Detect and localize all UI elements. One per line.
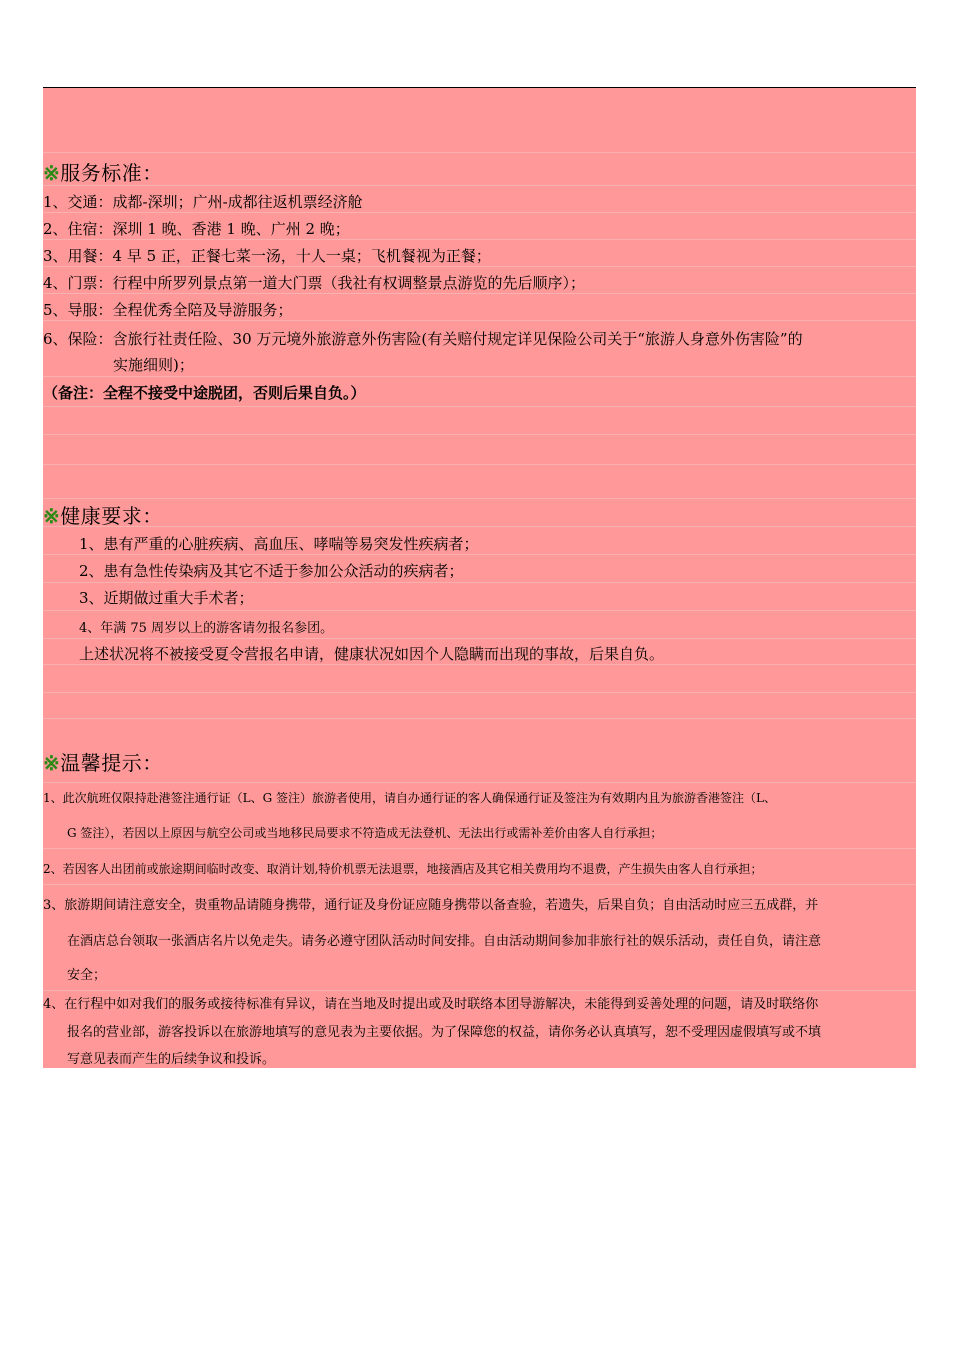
- tips-item-4: 4、在行程中如对我们的服务或接待标准有异议，请在当地及时提出或及时联络本团导游解决，未能得到妥善处理的问题，请及时联络你: [43, 997, 819, 1012]
- service-item-insurance: 6、保险：含旅行社责任险、30 万元境外旅游意外伤害险(有关赔付规定详见保险公司关于“旅游人身意外伤害险”的: [43, 330, 803, 348]
- row-separator: [43, 498, 916, 499]
- service-item: 4、门票：行程中所罗列景点第一道大门票（我社有权调整景点游览的先后顺序）；: [43, 274, 586, 292]
- health-item: 2、患有急性传染病及其它不适于参加公众活动的疾病者；: [79, 562, 464, 580]
- reference-mark-icon: ※: [43, 504, 61, 528]
- health-item: 1、患有严重的心脏疾病、高血压、哮喘等易突发性疾病者；: [79, 535, 479, 553]
- row-separator: [43, 434, 916, 435]
- row-separator: [43, 782, 916, 783]
- service-item: 5、导服：全程优秀全陪及导游服务；: [43, 301, 293, 319]
- tips-heading: [43, 747, 916, 776]
- row-separator: [43, 610, 916, 611]
- tips-item-3-cont: 安全；: [67, 968, 107, 983]
- row-separator: [43, 638, 916, 639]
- row-separator: [43, 664, 916, 665]
- tips-item-4-cont: 写意见表而产生的后续争议和投诉。: [67, 1052, 276, 1067]
- tips-item-4-cont: 报名的营业部，游客投诉以在旅游地填写的意见表为主要依据。为了保障您的权益，请你务必认真填写，恕不受理因虚假填写或不填: [67, 1025, 822, 1040]
- health-summary: 上述状况将不被接受夏令营报名申请，健康状况如因个人隐瞒而出现的事故，后果自负。: [79, 645, 665, 663]
- health-heading: [43, 500, 916, 529]
- row-separator: [43, 718, 916, 719]
- itinerary-sheet: [43, 88, 916, 1068]
- tips-item-3: 3、旅游期间请注意安全，贵重物品请随身携带，通行证及身份证应随身携带以备查验，若遗失，后果自负；自由活动时应三五成群，并: [43, 898, 819, 913]
- row-separator: [43, 582, 916, 583]
- service-title: 服务标准：: [60, 161, 163, 185]
- row-separator: [43, 293, 916, 294]
- service-item: 3、用餐：4 早 5 正，正餐七菜一汤，十人一桌；飞机餐视为正餐；: [43, 247, 491, 265]
- reference-mark-icon: ※: [43, 751, 61, 775]
- tips-item-3-cont: 在酒店总台领取一张酒店名片以免走失。请务必遵守团队活动时间安排。自由活动期间参加非旅行社的娱乐活动，责任自负，请注意: [67, 934, 822, 949]
- service-note: （备注：全程不接受中途脱团，否则后果自负。）: [43, 384, 366, 402]
- row-separator: [43, 990, 916, 991]
- row-separator: [43, 152, 916, 153]
- health-item: 4、年满 75 周岁以上的游客请勿报名参团。: [79, 621, 334, 636]
- row-separator: [43, 406, 916, 407]
- service-item-insurance-cont: 实施细则)；: [113, 356, 194, 374]
- row-separator: [43, 884, 916, 885]
- row-separator: [43, 848, 916, 849]
- health-item: 3、近期做过重大手术者；: [79, 589, 254, 607]
- tips-title: 温馨提示：: [60, 751, 163, 775]
- tips-item-1-cont: G 签注），若因以上原因与航空公司或当地移民局要求不符造成无法登机、无法出行或需补差价由客人自行承担；: [67, 826, 663, 840]
- row-separator: [43, 376, 916, 377]
- reference-mark-icon: ※: [43, 161, 61, 185]
- health-title: 健康要求：: [60, 504, 163, 528]
- row-separator: [43, 320, 916, 321]
- service-item: 2、住宿：深圳 1 晚、香港 1 晚、广州 2 晚；: [43, 220, 350, 238]
- row-separator: [43, 692, 916, 693]
- row-separator: [43, 464, 916, 465]
- service-item: 1、交通：成都-深圳；广州-成都往返机票经济舱: [43, 193, 363, 211]
- row-separator: [43, 212, 916, 213]
- row-separator: [43, 554, 916, 555]
- tips-item-1: 1、此次航班仅限持赴港签注通行证（L、G 签注）旅游者使用，请自办通行证的客人确保通行证及签注为有效期内且为旅游香港签注（L、: [43, 791, 776, 805]
- tips-item-2: 2、若因客人出团前或旅途期间临时改变、取消计划,特价机票无法退票，地接酒店及其它相关费用均不退费，产生损失由客人自行承担；: [43, 862, 763, 876]
- row-separator: [43, 266, 916, 267]
- service-heading: [43, 157, 916, 186]
- row-separator: [43, 239, 916, 240]
